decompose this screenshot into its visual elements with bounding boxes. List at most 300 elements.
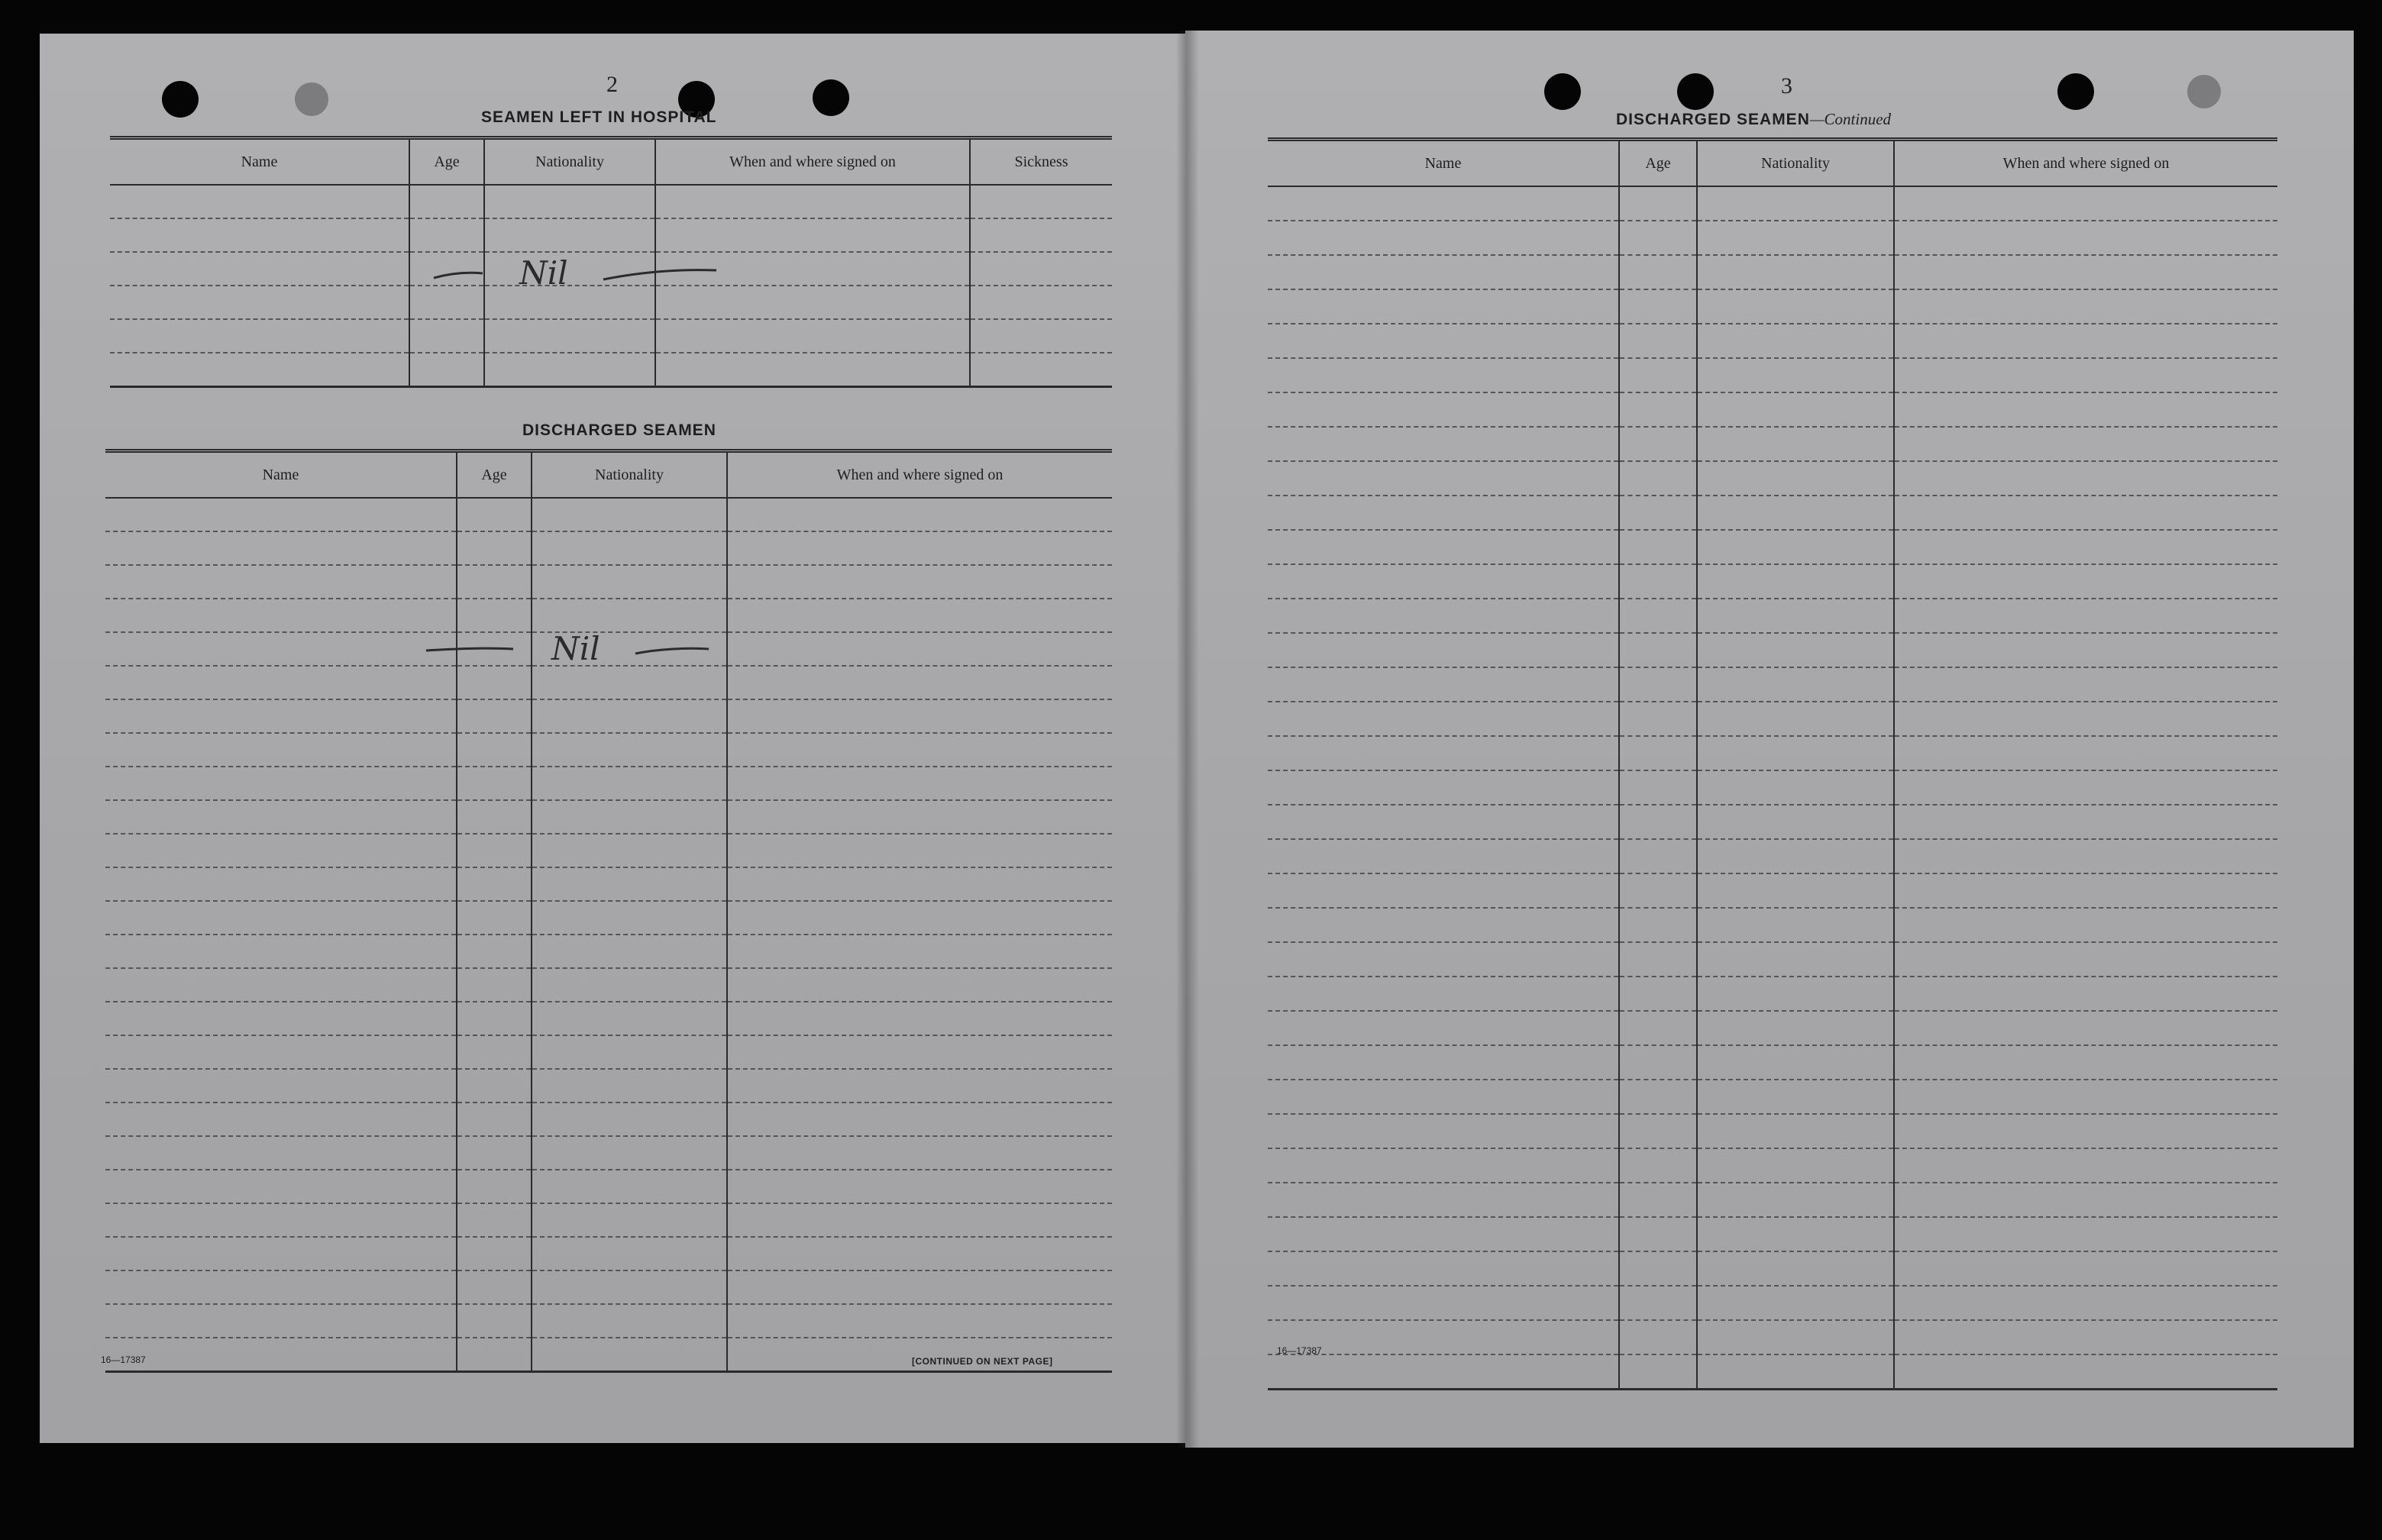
discharged-continued-title <box>1616 110 1891 129</box>
blank-cell <box>1268 1217 1619 1251</box>
blank-cell <box>1619 255 1697 289</box>
blank-cell <box>727 901 1112 935</box>
blank-cell <box>457 1304 532 1338</box>
blank-cell <box>457 1002 532 1035</box>
blank-cell <box>1697 1320 1894 1354</box>
blank-cell <box>1894 221 2277 255</box>
table-row <box>1268 1286 2277 1320</box>
blank-cell <box>105 1069 457 1103</box>
blank-cell <box>727 1035 1112 1069</box>
blank-cell <box>1268 1080 1619 1114</box>
blank-cell <box>532 935 727 968</box>
blank-cell <box>105 1237 457 1270</box>
table-row <box>105 1304 1112 1338</box>
blank-cell <box>1619 977 1697 1011</box>
table-row <box>105 834 1112 867</box>
column-header-name: Name <box>105 451 457 499</box>
blank-cell <box>1894 1320 2277 1354</box>
table-row <box>1268 599 2277 633</box>
blank-cell <box>1894 392 2277 427</box>
blank-cell <box>484 185 655 218</box>
blank-cell <box>105 1002 457 1035</box>
table-row <box>1268 186 2277 221</box>
blank-cell <box>1697 599 1894 633</box>
blank-cell <box>1268 770 1619 805</box>
blank-cell <box>1894 1286 2277 1320</box>
blank-cell <box>727 1069 1112 1103</box>
discharged-title-suffix: —Continued <box>1809 110 1892 128</box>
blank-cell <box>1697 530 1894 564</box>
blank-cell <box>457 1069 532 1103</box>
blank-cell <box>1697 770 1894 805</box>
blank-cell <box>1619 1011 1697 1045</box>
blank-cell <box>1894 186 2277 221</box>
blank-cell <box>457 901 532 935</box>
blank-cell <box>1619 221 1697 255</box>
table-row <box>105 1136 1112 1170</box>
blank-cell <box>1619 461 1697 496</box>
blank-cell <box>1268 1251 1619 1286</box>
discharged-title-main: DISCHARGED SEAMEN <box>1616 111 1810 128</box>
blank-cell <box>409 353 484 387</box>
column-header-nationality: Nationality <box>532 451 727 499</box>
form-number: 16—17387 <box>101 1354 146 1365</box>
blank-cell <box>110 286 409 319</box>
table-row <box>1268 289 2277 324</box>
blank-cell <box>1697 461 1894 496</box>
blank-cell <box>727 867 1112 901</box>
blank-cell <box>105 968 457 1002</box>
table-row <box>1268 1080 2277 1114</box>
blank-cell <box>532 1338 727 1372</box>
blank-cell <box>1619 736 1697 770</box>
blank-cell <box>1697 1354 1894 1390</box>
punch-hole <box>1544 73 1581 110</box>
blank-cell <box>532 565 727 599</box>
blank-cell <box>727 1002 1112 1035</box>
blank-cell <box>105 867 457 901</box>
table-row <box>105 733 1112 767</box>
blank-cell <box>409 319 484 353</box>
table-row <box>1268 1011 2277 1045</box>
page-number: 3 <box>1781 73 1792 98</box>
blank-cell <box>970 319 1112 353</box>
column-header-nationality: Nationality <box>484 138 655 186</box>
column-header-signed-on: When and where signed on <box>655 138 970 186</box>
blank-cell <box>1619 324 1697 358</box>
blank-cell <box>1268 942 1619 977</box>
blank-cell <box>727 1103 1112 1136</box>
table-row <box>1268 1148 2277 1183</box>
blank-cell <box>457 565 532 599</box>
punch-hole-torn <box>295 82 328 116</box>
table-row <box>1268 805 2277 839</box>
column-header-signed-on: When and where signed on <box>1894 140 2277 187</box>
column-header-sickness: Sickness <box>970 138 1112 186</box>
blank-cell <box>1268 289 1619 324</box>
table-row <box>1268 873 2277 908</box>
blank-cell <box>1697 736 1894 770</box>
table-row <box>105 565 1112 599</box>
blank-cell <box>655 319 970 353</box>
table-row <box>105 1237 1112 1270</box>
table-row <box>1268 221 2277 255</box>
blank-cell <box>1619 667 1697 702</box>
blank-cell <box>1894 908 2277 942</box>
blank-cell <box>1894 839 2277 873</box>
blank-cell <box>1697 564 1894 599</box>
blank-cell <box>105 1170 457 1203</box>
blank-cell <box>532 901 727 935</box>
blank-cell <box>1697 1114 1894 1148</box>
blank-cell <box>727 1237 1112 1270</box>
blank-cell <box>1619 1354 1697 1390</box>
blank-cell <box>970 185 1112 218</box>
blank-cell <box>1619 392 1697 427</box>
blank-cell <box>1268 496 1619 530</box>
blank-cell <box>1268 1011 1619 1045</box>
blank-cell <box>1268 392 1619 427</box>
blank-cell <box>532 1203 727 1237</box>
blank-cell <box>105 1103 457 1136</box>
blank-cell <box>1894 805 2277 839</box>
blank-cell <box>1268 461 1619 496</box>
table-row <box>1268 1183 2277 1217</box>
blank-cell <box>655 218 970 252</box>
blank-cell <box>1268 667 1619 702</box>
blank-cell <box>1894 461 2277 496</box>
blank-cell <box>532 498 727 531</box>
blank-cell <box>1697 1286 1894 1320</box>
blank-cell <box>1894 427 2277 461</box>
table-row <box>105 1270 1112 1304</box>
blank-cell <box>1268 1286 1619 1320</box>
blank-cell <box>970 286 1112 319</box>
hospital-section-title: SEAMEN LEFT IN HOSPITAL <box>481 108 717 126</box>
table-row <box>1268 1114 2277 1148</box>
discharged-continued-table <box>1268 137 2277 1390</box>
blank-cell <box>532 1270 727 1304</box>
handwritten-nil-hospital <box>428 252 718 298</box>
punch-hole <box>162 81 199 118</box>
blank-cell <box>457 699 532 733</box>
blank-cell <box>457 733 532 767</box>
table-row <box>105 1035 1112 1069</box>
blank-cell <box>457 498 532 531</box>
blank-cell <box>1894 633 2277 667</box>
blank-cell <box>727 1270 1112 1304</box>
blank-cell <box>1268 736 1619 770</box>
blank-cell <box>105 666 457 699</box>
blank-cell <box>457 1237 532 1270</box>
table-row <box>1268 1320 2277 1354</box>
blank-cell <box>105 565 457 599</box>
blank-cell <box>1894 1045 2277 1080</box>
blank-cell <box>532 1170 727 1203</box>
table-row <box>1268 564 2277 599</box>
blank-cell <box>457 1103 532 1136</box>
blank-cell <box>727 632 1112 666</box>
punch-hole-torn <box>2187 75 2221 108</box>
blank-cell <box>110 218 409 252</box>
blank-cell <box>727 699 1112 733</box>
page-number: 2 <box>606 72 618 97</box>
blank-cell <box>105 834 457 867</box>
blank-cell <box>1894 1011 2277 1045</box>
blank-cell <box>1894 599 2277 633</box>
blank-cell <box>110 319 409 353</box>
blank-cell <box>1894 1251 2277 1286</box>
blank-cell <box>1894 770 2277 805</box>
blank-cell <box>409 218 484 252</box>
blank-cell <box>727 1203 1112 1237</box>
blank-cell <box>1894 1114 2277 1148</box>
blank-cell <box>1619 358 1697 392</box>
blank-cell <box>1619 427 1697 461</box>
blank-cell <box>1894 255 2277 289</box>
blank-cell <box>1619 770 1697 805</box>
blank-cell <box>105 1270 457 1304</box>
column-header-signed-on: When and where signed on <box>727 451 1112 499</box>
blank-cell <box>727 1304 1112 1338</box>
blank-cell <box>1268 977 1619 1011</box>
table-row <box>1268 736 2277 770</box>
blank-cell <box>457 968 532 1002</box>
blank-cell <box>1697 324 1894 358</box>
blank-cell <box>532 1304 727 1338</box>
blank-cell <box>532 699 727 733</box>
blank-cell <box>1619 1286 1697 1320</box>
blank-cell <box>532 1237 727 1270</box>
blank-cell <box>1697 942 1894 977</box>
blank-cell <box>457 1203 532 1237</box>
blank-cell <box>1268 805 1619 839</box>
blank-cell <box>105 1338 457 1372</box>
blank-cell <box>1697 633 1894 667</box>
blank-cell <box>1697 221 1894 255</box>
blank-cell <box>457 1035 532 1069</box>
punch-hole <box>2057 73 2094 110</box>
blank-cell <box>1619 1045 1697 1080</box>
blank-cell <box>1697 255 1894 289</box>
blank-cell <box>532 733 727 767</box>
blank-cell <box>1619 289 1697 324</box>
blank-cell <box>1697 667 1894 702</box>
blank-cell <box>457 800 532 834</box>
blank-cell <box>105 1035 457 1069</box>
blank-cell <box>1697 908 1894 942</box>
blank-cell <box>1619 1320 1697 1354</box>
blank-cell <box>1697 1011 1894 1045</box>
blank-cell <box>1619 530 1697 564</box>
table-row <box>105 800 1112 834</box>
blank-cell <box>1268 839 1619 873</box>
blank-cell <box>1619 1148 1697 1183</box>
blank-cell <box>1697 873 1894 908</box>
blank-cell <box>727 834 1112 867</box>
table-row <box>110 218 1112 252</box>
blank-cell <box>727 767 1112 800</box>
blank-cell <box>1268 324 1619 358</box>
blank-cell <box>457 1338 532 1372</box>
blank-cell <box>105 767 457 800</box>
blank-cell <box>1697 977 1894 1011</box>
blank-cell <box>1619 599 1697 633</box>
blank-cell <box>105 531 457 565</box>
blank-cell <box>532 968 727 1002</box>
column-header-name: Name <box>1268 140 1619 187</box>
nil-entry: Nil <box>519 254 568 292</box>
table-row <box>1268 255 2277 289</box>
blank-cell <box>727 599 1112 632</box>
blank-cell <box>1619 1114 1697 1148</box>
table-row <box>105 1103 1112 1136</box>
discharged-table <box>105 449 1112 1373</box>
table-row <box>110 319 1112 353</box>
blank-cell <box>1268 530 1619 564</box>
blank-cell <box>727 531 1112 565</box>
blank-cell <box>1268 1114 1619 1148</box>
blank-cell <box>1894 977 2277 1011</box>
blank-cell <box>1697 496 1894 530</box>
blank-cell <box>1268 221 1619 255</box>
table-row <box>110 185 1112 218</box>
blank-cell <box>1697 427 1894 461</box>
table-row <box>110 353 1112 387</box>
blank-cell <box>110 252 409 286</box>
blank-cell <box>457 767 532 800</box>
blank-cell <box>457 867 532 901</box>
blank-cell <box>457 1136 532 1170</box>
table-row <box>1268 1217 2277 1251</box>
blank-cell <box>484 218 655 252</box>
blank-cell <box>457 1170 532 1203</box>
blank-cell <box>655 185 970 218</box>
table-row <box>105 867 1112 901</box>
blank-cell <box>1619 564 1697 599</box>
nil-entry: Nil <box>551 630 600 667</box>
blank-cell <box>1619 873 1697 908</box>
blank-cell <box>1697 1183 1894 1217</box>
blank-cell <box>1619 908 1697 942</box>
blank-cell <box>727 498 1112 531</box>
page-gutter <box>1176 31 1199 1448</box>
blank-cell <box>1697 186 1894 221</box>
blank-cell <box>105 800 457 834</box>
blank-cell <box>970 353 1112 387</box>
table-row <box>105 498 1112 531</box>
blank-cell <box>1697 839 1894 873</box>
blank-cell <box>727 800 1112 834</box>
blank-cell <box>110 353 409 387</box>
blank-cell <box>105 901 457 935</box>
table-row <box>1268 702 2277 736</box>
column-header-age: Age <box>409 138 484 186</box>
blank-cell <box>1697 392 1894 427</box>
blank-cell <box>105 1203 457 1237</box>
column-header-nationality: Nationality <box>1697 140 1894 187</box>
blank-cell <box>727 666 1112 699</box>
punch-hole <box>813 79 849 116</box>
blank-cell <box>1619 839 1697 873</box>
blank-cell <box>1268 186 1619 221</box>
blank-cell <box>1268 599 1619 633</box>
blank-cell <box>1697 289 1894 324</box>
table-row <box>1268 427 2277 461</box>
blank-cell <box>532 834 727 867</box>
blank-cell <box>1268 1183 1619 1217</box>
blank-cell <box>1894 358 2277 392</box>
blank-cell <box>1268 358 1619 392</box>
table-row <box>1268 1045 2277 1080</box>
blank-cell <box>1268 564 1619 599</box>
handwritten-nil-discharged <box>422 626 712 672</box>
blank-cell <box>532 1103 727 1136</box>
blank-cell <box>1268 908 1619 942</box>
blank-cell <box>532 800 727 834</box>
blank-cell <box>1619 496 1697 530</box>
blank-cell <box>532 767 727 800</box>
blank-cell <box>1697 1080 1894 1114</box>
blank-cell <box>1619 942 1697 977</box>
blank-cell <box>532 1069 727 1103</box>
blank-cell <box>105 632 457 666</box>
blank-cell <box>1268 702 1619 736</box>
discharged-section-title: DISCHARGED SEAMEN <box>522 421 716 439</box>
blank-cell <box>457 531 532 565</box>
blank-cell <box>1894 324 2277 358</box>
blank-cell <box>105 733 457 767</box>
blank-cell <box>1894 702 2277 736</box>
blank-cell <box>1697 1148 1894 1183</box>
blank-cell <box>727 1170 1112 1203</box>
table-row <box>105 968 1112 1002</box>
blank-cell <box>1619 186 1697 221</box>
blank-cell <box>727 968 1112 1002</box>
blank-cell <box>457 935 532 968</box>
blank-cell <box>970 218 1112 252</box>
blank-cell <box>727 935 1112 968</box>
table-row <box>1268 633 2277 667</box>
table-row <box>1268 908 2277 942</box>
blank-cell <box>727 733 1112 767</box>
blank-cell <box>1697 1045 1894 1080</box>
blank-cell <box>1268 427 1619 461</box>
table-row <box>1268 1354 2277 1390</box>
table-row <box>1268 392 2277 427</box>
blank-cell <box>655 353 970 387</box>
blank-cell <box>1268 1148 1619 1183</box>
table-row <box>105 699 1112 733</box>
blank-cell <box>105 498 457 531</box>
blank-cell <box>105 935 457 968</box>
table-row <box>105 1203 1112 1237</box>
blank-cell <box>1894 667 2277 702</box>
blank-cell <box>1894 564 2277 599</box>
blank-cell <box>105 1304 457 1338</box>
table-row <box>1268 942 2277 977</box>
blank-cell <box>1697 702 1894 736</box>
blank-cell <box>532 1002 727 1035</box>
blank-cell <box>1894 1183 2277 1217</box>
continued-note: [CONTINUED ON NEXT PAGE] <box>912 1356 1053 1367</box>
table-row <box>1268 496 2277 530</box>
blank-cell <box>1268 1354 1619 1390</box>
blank-cell <box>1894 873 2277 908</box>
blank-cell <box>1619 1217 1697 1251</box>
blank-cell <box>1894 289 2277 324</box>
table-row <box>1268 324 2277 358</box>
